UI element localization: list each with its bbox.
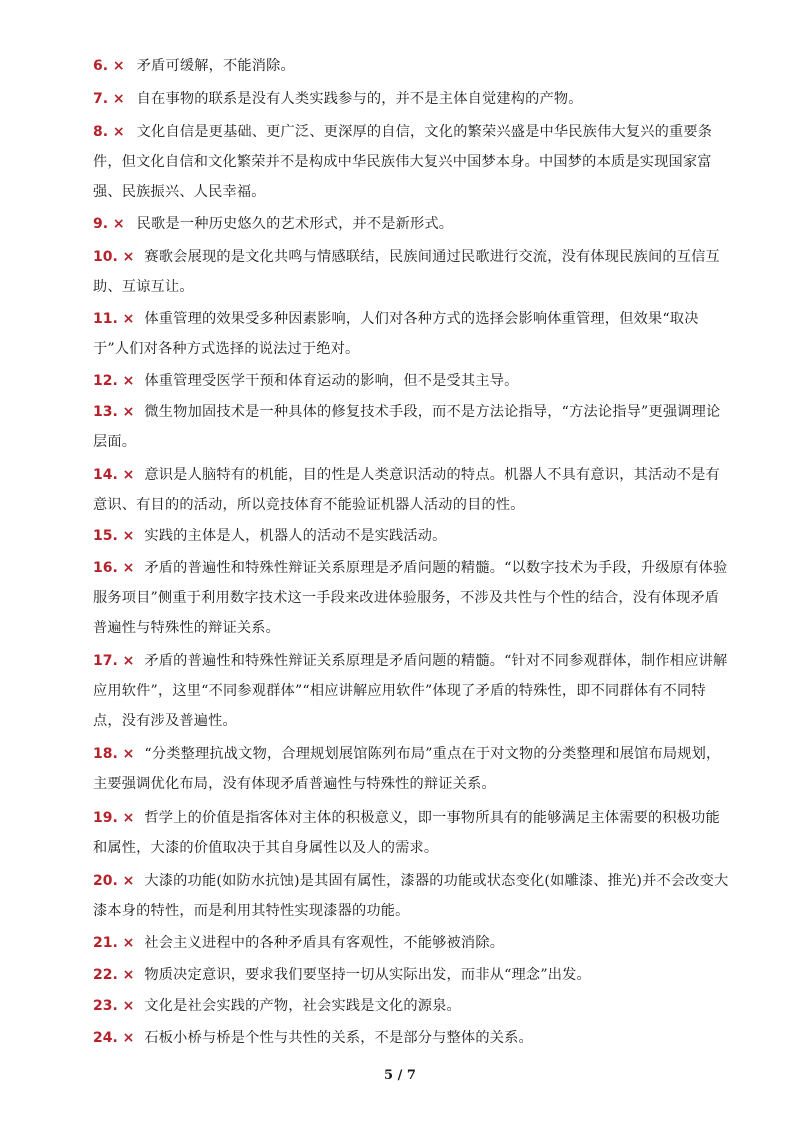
item-explanation: 自在事物的联系是没有人类实践参与的，并不是主体自觉建构的产物。 <box>136 91 583 107</box>
answer-item-14 <box>93 460 733 520</box>
answer-item-6 <box>93 51 733 81</box>
item-number: 14. × <box>93 467 135 483</box>
answer-item-15 <box>93 521 733 551</box>
item-number: 21. × <box>93 935 135 951</box>
item-explanation: “分类整理抗战文物，合理规划展馆陈列布局”重点在于对文物的分类整理和展馆布局规划，主要强调优化布局，没有体现矛盾普遍性与特殊性的辩证关系。 <box>93 746 721 792</box>
item-explanation: 矛盾的普遍性和特殊性辩证关系原理是矛盾问题的精髓。“以数字技术为手段，升级原有体验服务项目”侧重于利用数字技术这一手段来改进体验服务，不涉及共性与个性的结合，没有体现矛盾普遍性与特殊性的辩证关系。 <box>93 560 728 636</box>
answer-item-13 <box>93 397 733 457</box>
item-number: 17. × <box>93 653 135 669</box>
item-number: 13. × <box>93 404 135 420</box>
answer-item-11 <box>93 304 733 364</box>
answer-item-7 <box>93 84 733 114</box>
item-explanation: 微生物加固技术是一种具体的修复技术手段，而不是方法论指导，“方法论指导”更强调理论层面。 <box>93 404 721 450</box>
item-explanation: 赛歌会展现的是文化共鸣与情感联结，民族间通过民歌进行交流，没有体现民族间的互信互助、互谅互让。 <box>93 249 720 295</box>
item-explanation: 哲学上的价值是指客体对主体的积极意义，即一事物所具有的能够满足主体需要的积极功能和属性，大漆的价值取决于其自身属性以及人的需求。 <box>93 810 720 856</box>
answer-item-24 <box>93 1023 733 1053</box>
page-number: 5 / 7 <box>384 1068 416 1083</box>
item-number: 18. × <box>93 746 135 762</box>
answer-item-9 <box>93 209 733 239</box>
answer-item-17 <box>93 646 733 736</box>
item-number: 9. × <box>93 216 125 232</box>
answer-item-20 <box>93 866 733 926</box>
item-explanation: 体重管理受医学干预和体育运动的影响，但不是受其主导。 <box>144 373 519 389</box>
answer-item-16 <box>93 553 733 643</box>
answer-item-22 <box>93 960 733 990</box>
item-explanation: 体重管理的效果受多种因素影响，人们对各种方式的选择会影响体重管理，但效果“取决于”人们对各种方式选择的说法过于绝对。 <box>93 311 699 357</box>
item-explanation: 文化自信是更基础、更广泛、更深厚的自信，文化的繁荣兴盛是中华民族伟大复兴的重要条件，但文化自信和文化繁荣并不是构成中华民族伟大复兴中国梦本身。中国梦的本质是实现国家富强、民族振兴、人民幸福。 <box>93 124 713 200</box>
item-explanation: 大漆的功能(如防水抗蚀)是其固有属性，漆器的功能或状态变化(如雕漆、推光)并不会改变大漆本身的特性，而是利用其特性实现漆器的功能。 <box>93 873 729 919</box>
item-explanation: 文化是社会实践的产物，社会实践是文化的源泉。 <box>144 998 461 1014</box>
item-number: 24. × <box>93 1030 135 1046</box>
item-number: 20. × <box>93 873 135 889</box>
item-explanation: 石板小桥与桥是个性与共性的关系，不是部分与整体的关系。 <box>144 1030 533 1046</box>
item-explanation: 矛盾的普遍性和特殊性辩证关系原理是矛盾问题的精髓。“针对不同参观群体，制作相应讲解应用软件”，这里“不同参观群体”“相应讲解应用软件”体现了矛盾的特殊性，即不同群体有不同特点，没有涉及普遍性。 <box>93 653 728 729</box>
item-number: 15. × <box>93 528 135 544</box>
item-number: 16. × <box>93 560 135 576</box>
item-explanation: 社会主义进程中的各种矛盾具有客观性，不能够被消除。 <box>144 935 505 951</box>
item-explanation: 物质决定意识，要求我们要坚持一切从实际出发，而非从“理念”出发。 <box>144 967 591 983</box>
item-explanation: 民歌是一种历史悠久的艺术形式，并不是新形式。 <box>136 216 454 232</box>
item-number: 12. × <box>93 373 135 389</box>
item-number: 8. × <box>93 124 125 140</box>
item-number: 7. × <box>93 91 125 107</box>
answer-item-10 <box>93 242 733 302</box>
item-explanation: 矛盾可缓解，不能消除。 <box>136 58 295 74</box>
item-number: 10. × <box>93 249 135 265</box>
item-explanation: 意识是人脑特有的机能，目的性是人类意识活动的特点。机器人不具有意识，其活动不是有意识、有目的的活动，所以竞技体育不能验证机器人活动的目的性。 <box>93 467 720 513</box>
item-number: 23. × <box>93 998 135 1014</box>
item-number: 6. × <box>93 58 125 74</box>
answer-item-8 <box>93 117 733 207</box>
answer-item-19 <box>93 803 733 863</box>
answer-item-23 <box>93 991 733 1021</box>
answer-item-21 <box>93 928 733 958</box>
item-number: 11. × <box>93 311 135 327</box>
answer-item-18 <box>93 739 733 799</box>
item-number: 22. × <box>93 967 135 983</box>
item-number: 19. × <box>93 810 135 826</box>
answer-item-12 <box>93 366 733 396</box>
item-explanation: 实践的主体是人，机器人的活动不是实践活动。 <box>144 528 447 544</box>
